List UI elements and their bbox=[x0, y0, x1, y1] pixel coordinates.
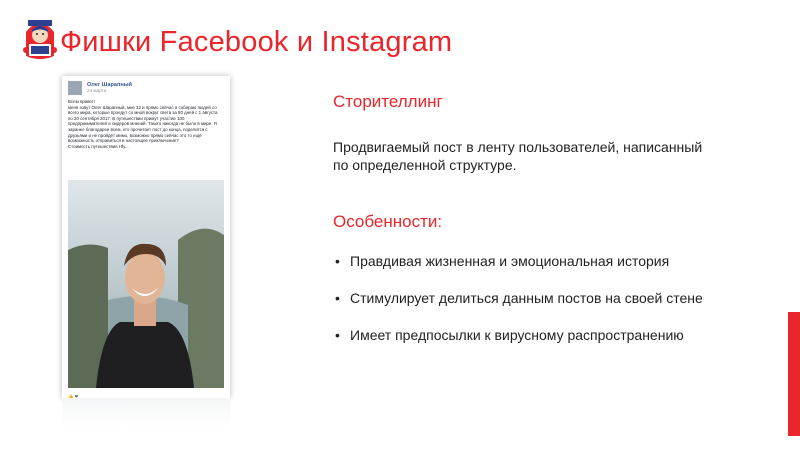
list-item: • Правдивая жизненная и эмоциональная история bbox=[335, 253, 670, 269]
post-time: 24 марта bbox=[87, 88, 107, 93]
post-text-line: Стоимость путешествия Hfy... bbox=[68, 143, 129, 149]
post-text-line: Всем привет! bbox=[68, 99, 95, 104]
storytelling-heading: Сторителлинг bbox=[333, 92, 443, 111]
author-avatar bbox=[68, 81, 82, 95]
storytelling-description: Продвигаемый пост в ленту пользователей, написанный по определенной структуре. bbox=[333, 139, 703, 173]
features-list bbox=[333, 252, 713, 363]
matryoshka-logo-icon bbox=[22, 18, 58, 60]
bullet-icon: • bbox=[335, 253, 340, 269]
post-text-line: всего мира, которые проедут со мной вокруг света за 80 дней с 1 августа bbox=[68, 110, 218, 116]
post-text bbox=[68, 99, 222, 149]
post-reactions-bar: 👍 ❤ bbox=[68, 394, 79, 398]
bullet-icon: • bbox=[335, 327, 340, 343]
accent-bar bbox=[788, 312, 800, 436]
post-header bbox=[68, 81, 132, 95]
post-text-line: заранее благодарен всем, кто прочитает пост до конца, поделится с bbox=[68, 126, 208, 132]
features-heading: Особенности: bbox=[333, 212, 443, 231]
post-text-line: предпринимателей и лидеров мнений. Такого никогда не было в мире. Я bbox=[68, 121, 217, 127]
post-author: Олег Шарапный bbox=[87, 82, 132, 88]
bullet-icon: • bbox=[335, 290, 340, 306]
post-text-line: меня зовут Олег Шарапный, мне 32 и прямо сейчас я собираю людей со bbox=[68, 104, 217, 110]
list-item: • Стимулирует делиться данным постов на своей стене bbox=[335, 290, 703, 306]
post-text-line: возможность отправиться в настоящее приключение? bbox=[68, 138, 179, 144]
facebook-post-screenshot bbox=[62, 76, 230, 398]
post-text-line: по 20 сентября 2017. В путешествии примут участие 100 bbox=[68, 115, 185, 121]
page-title: Фишки Facebook и Instagram bbox=[60, 26, 453, 58]
post-photo bbox=[68, 180, 224, 388]
list-item: • Имеет предпосылки к вирусному распространению bbox=[335, 327, 684, 343]
post-text-line: друзьями и не пройдёт мимо, возможно прямо сейчас это то ещё bbox=[68, 132, 202, 138]
post-fade bbox=[62, 398, 230, 428]
